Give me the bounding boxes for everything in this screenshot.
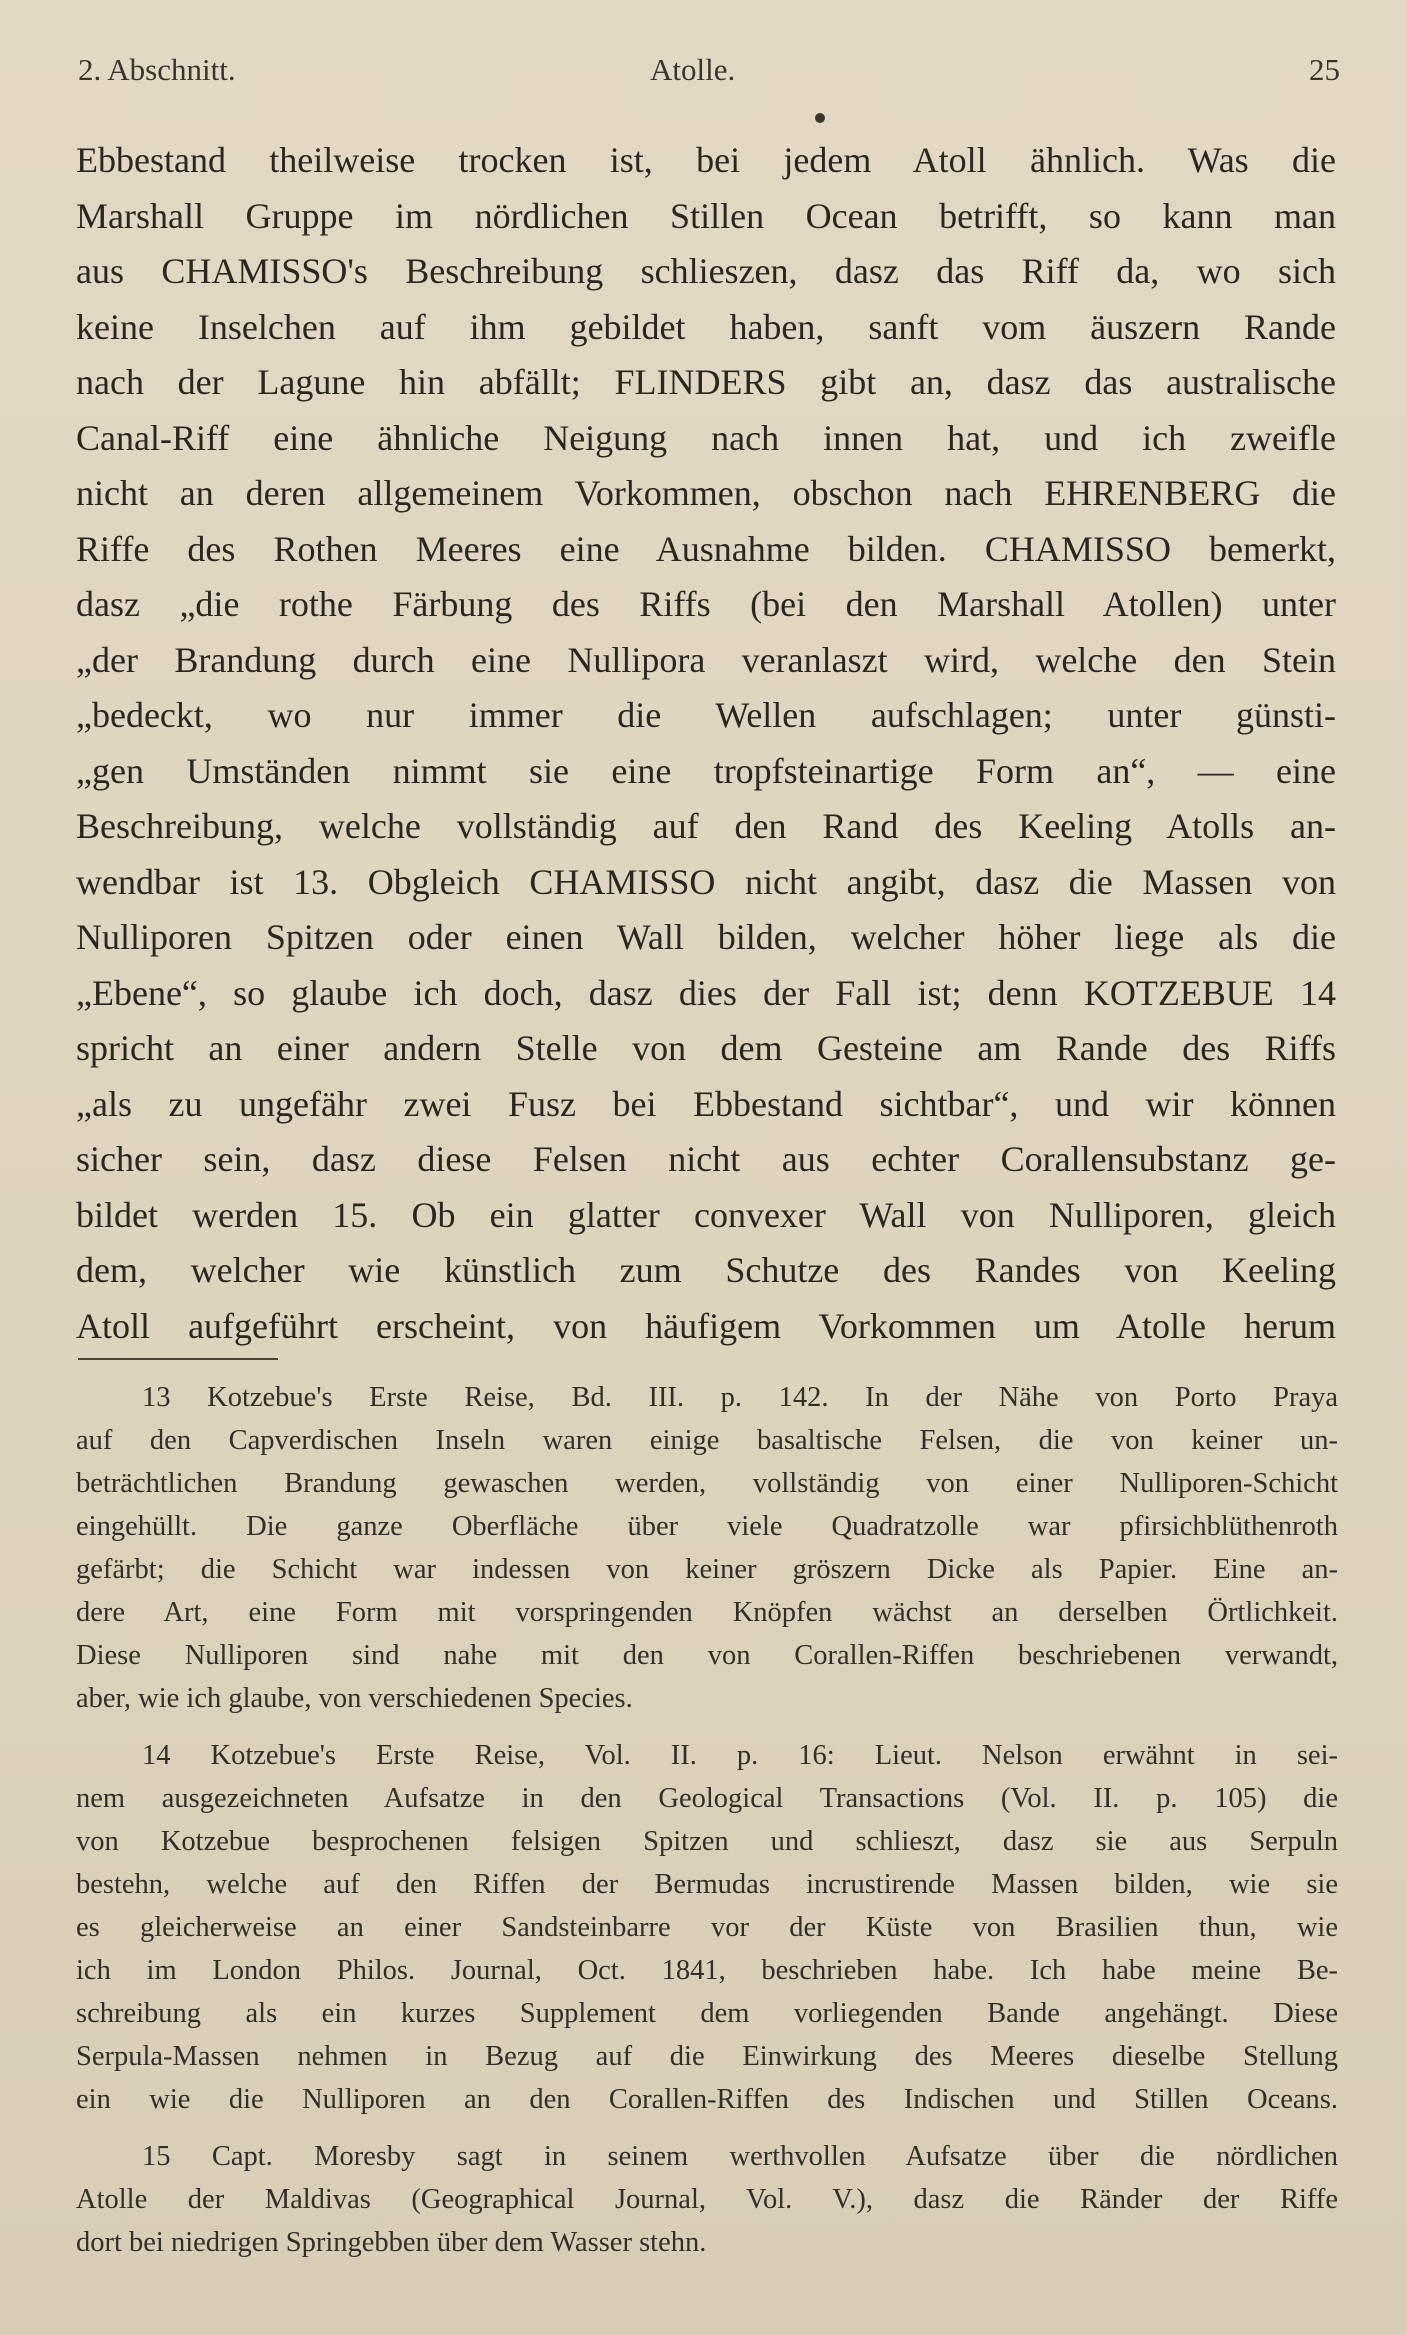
footnote-line: Diese Nulliporen sind nahe mit den von Corallen-Riffen beschriebenen verwandt, xyxy=(76,1640,1338,1671)
footnote-line: nem ausgezeichneten Aufsatze in den Geological Transactions (Vol. II. p. 105) die xyxy=(76,1783,1338,1814)
text-line: aus CHAMISSO's Beschreibung schlieszen, dasz das Riff da, wo sich xyxy=(76,251,1336,291)
footnote-line: es gleicherweise an einer Sandsteinbarre vor der Küste von Brasilien thun, wie xyxy=(76,1912,1338,1943)
section-label: 2. Abschnitt. xyxy=(78,52,236,87)
ink-speck xyxy=(815,113,825,123)
footnote-line: dere Art, eine Form mit vorspringenden Knöpfen wächst an derselben Örtlichkeit. xyxy=(76,1597,1338,1628)
running-header xyxy=(78,52,1340,96)
footnote-line: beträchtlichen Brandung gewaschen werden, vollständig von einer Nulliporen-Schicht xyxy=(76,1468,1338,1499)
footnote-line: Atolle der Maldivas (Geographical Journal, Vol. V.), dasz die Ränder der Riffe xyxy=(76,2184,1338,2215)
text-line: Riffe des Rothen Meeres eine Ausnahme bilden. CHAMISSO bemerkt, xyxy=(76,528,1336,569)
footnote-line: von Kotzebue besprochenen felsigen Spitzen und schlieszt, dasz sie aus Serpuln xyxy=(76,1826,1338,1857)
text-line: Atoll aufgeführt erscheint, von häufigem Vorkommen um Atolle herum xyxy=(76,1305,1336,1346)
text-line: dasz „die rothe Färbung des Riffs (bei den Marshall Atollen) unter xyxy=(76,584,1336,624)
text-line: Ebbestand theilweise trocken ist, bei jedem Atoll ähnlich. Was die xyxy=(76,140,1336,180)
footnote-13 xyxy=(76,1376,1338,1720)
footnote-line: eingehüllt. Die ganze Oberfläche über viele Quadratzolle war pfirsichblüthenroth xyxy=(76,1511,1338,1542)
text-line: „Ebene“, so glaube ich doch, dasz dies der Fall ist; denn KOTZEBUE 14 xyxy=(76,972,1336,1013)
footnote-line: schreibung als ein kurzes Supplement dem vorliegenden Bande angehängt. Diese xyxy=(76,1998,1338,2029)
text-line: keine Inselchen auf ihm gebildet haben, sanft vom äuszern Rande xyxy=(76,306,1336,347)
text-line: „als zu ungefähr zwei Fusz bei Ebbestand sichtbar“, und wir können xyxy=(76,1083,1336,1124)
text-line: „bedeckt, wo nur immer die Wellen aufschlagen; unter günsti- xyxy=(76,695,1336,735)
text-line: sicher sein, dasz diese Felsen nicht aus echter Corallensubstanz ge- xyxy=(76,1139,1336,1179)
text-line: Nulliporen Spitzen oder einen Wall bilden, welcher höher liege als die xyxy=(76,917,1336,957)
running-title: Atolle. xyxy=(650,52,736,87)
footnote-line: Serpula-Massen nehmen in Bezug auf die Einwirkung des Meeres dieselbe Stellung xyxy=(76,2041,1338,2072)
footnotes xyxy=(76,1376,1338,2278)
footnote-14 xyxy=(76,1734,1338,2121)
footnote-line: dort bei niedrigen Springebben über dem Wasser stehn. xyxy=(76,2227,707,2258)
text-line: Marshall Gruppe im nördlichen Stillen Ocean betrifft, so kann man xyxy=(76,195,1336,236)
text-line: nicht an deren allgemeinem Vorkommen, obschon nach EHRENBERG die xyxy=(76,473,1336,513)
footnote-line: ich im London Philos. Journal, Oct. 1841, beschrieben habe. Ich habe meine Be- xyxy=(76,1955,1338,1986)
footnote-line: bestehn, welche auf den Riffen der Bermudas incrustirende Massen bilden, wie sie xyxy=(76,1869,1338,1900)
text-line: Beschreibung, welche vollständig auf den Rand des Keeling Atolls an- xyxy=(76,806,1336,846)
text-line: „gen Umständen nimmt sie eine tropfsteinartige Form an“, — eine xyxy=(76,750,1336,791)
footnote-line: ein wie die Nulliporen an den Corallen-Riffen des Indischen und Stillen Oceans. xyxy=(76,2084,1338,2115)
footnote-divider xyxy=(78,1358,278,1360)
footnote-line: auf den Capverdischen Inseln waren einige basaltische Felsen, die von keiner un- xyxy=(76,1425,1338,1456)
text-line: wendbar ist 13. Obgleich CHAMISSO nicht angibt, dasz die Massen von xyxy=(76,861,1336,902)
footnote-line: gefärbt; die Schicht war indessen von keiner gröszern Dicke als Papier. Eine an- xyxy=(76,1554,1338,1585)
footnote-line: aber, wie ich glaube, von verschiedenen Species. xyxy=(76,1683,633,1714)
page-number: 25 xyxy=(1309,52,1340,87)
footnote-line: 13 Kotzebue's Erste Reise, Bd. III. p. 142. In der Nähe von Porto Praya xyxy=(142,1382,1338,1413)
footnote-15 xyxy=(76,2135,1338,2264)
text-line: bildet werden 15. Ob ein glatter convexer Wall von Nulliporen, gleich xyxy=(76,1194,1336,1235)
text-line: Canal-Riff eine ähnliche Neigung nach innen hat, und ich zweifle xyxy=(76,417,1336,458)
footnote-line: 14 Kotzebue's Erste Reise, Vol. II. p. 16: Lieut. Nelson erwähnt in sei- xyxy=(142,1740,1338,1771)
text-line: nach der Lagune hin abfällt; FLINDERS gibt an, dasz das australische xyxy=(76,362,1336,402)
text-line: dem, welcher wie künstlich zum Schutze des Randes von Keeling xyxy=(76,1250,1336,1290)
footnote-line: 15 Capt. Moresby sagt in seinem werthvollen Aufsatze über die nördlichen xyxy=(142,2141,1338,2172)
main-text xyxy=(76,133,1336,1354)
text-line: „der Brandung durch eine Nullipora veranlaszt wird, welche den Stein xyxy=(76,639,1336,680)
text-line: spricht an einer andern Stelle von dem Gesteine am Rande des Riffs xyxy=(76,1028,1336,1068)
